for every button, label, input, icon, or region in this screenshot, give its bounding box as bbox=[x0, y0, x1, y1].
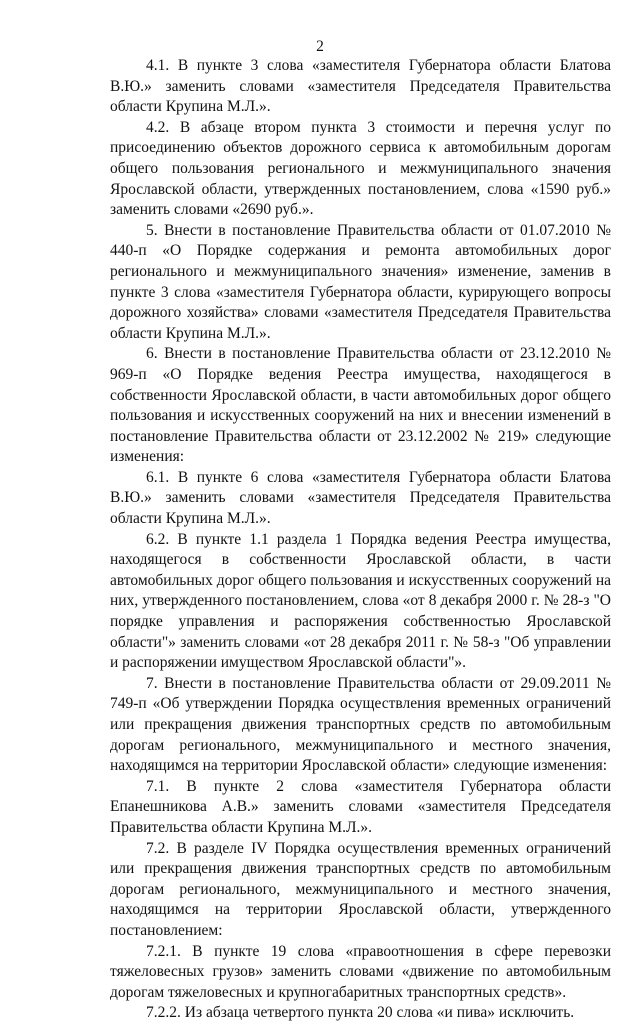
paragraph-6-1: 6.1. В пункте 6 слова «заместителя Губернатора области Блатова В.Ю.» заменить словами «заместителя Председателя Правительства области Крупина М.Л.». bbox=[110, 468, 611, 528]
paragraph-7-2-2: 7.2.2. Из абзаца четвертого пункта 20 слова «и пива» исключить. bbox=[146, 1004, 575, 1022]
paragraph-6: 6. Внести в постановление Правительства области от 23.12.2010 № 969-п «О Порядке ведения Реестра имущества, находящегося в собственности Ярославской области, в части автомобильных дорог общего пользования и искусственных сооружений на них и внесении изменений в постановление Правительства области от 23.12.2002 № 219» следующие изменения: bbox=[110, 345, 611, 466]
paragraph-7-2-1: 7.2.1. В пункте 19 слова «правоотношения в сфере перевозки тяжеловесных грузов» заменить словами «движение по автомобильным дорогам тяжеловесных и крупногабаритных транспортных средств». bbox=[110, 942, 611, 1001]
paragraph-7: 7. Внести в постановление Правительства области от 29.09.2011 № 749-п «Об утверждении Порядка осуществления временных ограничений или прекращения движения транспортных средств по автомобильным дорогам регионального, межмуниципального и местного значения, находящимся на территории Ярославской области» следующие изменения: bbox=[110, 674, 611, 775]
document-body bbox=[110, 56, 611, 1024]
paragraph-5: 5. Внести в постановление Правительства области от 01.07.2010 № 440-п «О Порядке содержания и ремонта автомобильных дорог регионального и межмуниципального значения» изменение, заменив в пункте 3 слова «заместителя Губернатора области, курирующего вопросы дорожного хозяйства» словами «заместителя Председателя Правительства области Крупина М.Л.». bbox=[110, 221, 611, 342]
paragraph-4-1: 4.1. В пункте 3 слова «заместителя Губернатора области Блатова В.Ю.» заменить словами «заместителя Председателя Правительства области Крупина М.Л.». bbox=[110, 57, 611, 116]
page-number: 2 bbox=[316, 38, 324, 55]
paragraph-6-2: 6.2. В пункте 1.1 раздела 1 Порядка ведения Реестра имущества, находящегося в собственности Ярославской области, в части автомобильных дорог общего пользования и искусственных сооружений на них, утвержденного постановлением, слова «от 8 декабря 2000 г. № 28-з "О порядке управления и распоряжения собственностью Ярославской области"» заменить словами «от 28 декабря 2011 г. № 58-з "Об управлении и распоряжении имуществом Ярославской области"». bbox=[110, 530, 611, 672]
paragraph-7-1: 7.1. В пункте 2 слова «заместителя Губернатора области Епанешникова А.В.» заменить словами «заместителя Председателя Правительства области Крупина М.Л.». bbox=[110, 777, 611, 836]
paragraph-7-2: 7.2. В разделе IV Порядка осуществления временных ограничений или прекращения движения транспортных средств по автомобильным дорогам регионального, межмуниципального и местного значения, находящимся на территории Ярославской области, утвержденного постановлением: bbox=[110, 839, 611, 939]
paragraph-4-2: 4.2. В абзаце втором пункта 3 стоимости и перечня услуг по присоединению объектов дорожного сервиса к автомобильным дорогам общего пользования регионального и межмуниципального значения Ярославской области, утвержденных постановлением, слова «1590 руб.» заменить словами «2690 руб.». bbox=[110, 118, 611, 219]
